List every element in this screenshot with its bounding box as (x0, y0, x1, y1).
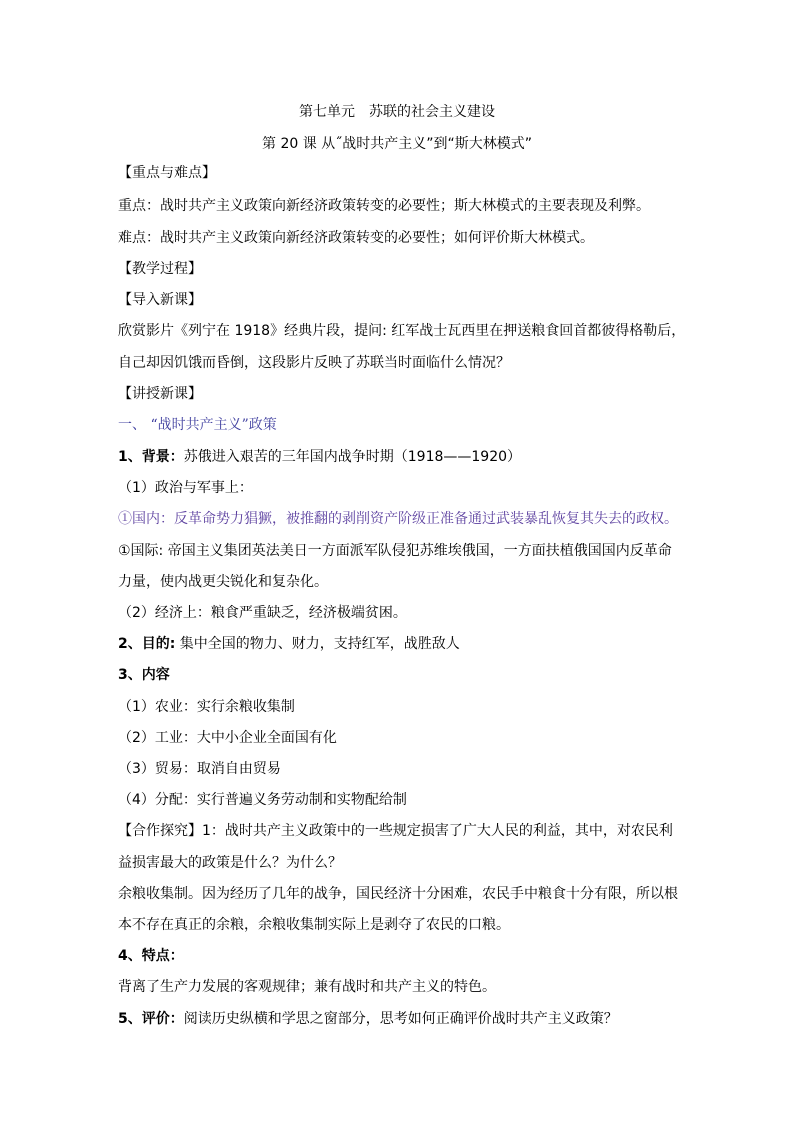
background-label: 1、背景： (118, 449, 184, 465)
key-points: 重点：战时共产主义政策向新经济政策转变的必要性；斯大林模式的主要表现及利弊。 (118, 198, 650, 214)
features-text: 背离了生产力发展的客观规律；兼有战时和共产主义的特色。 (118, 979, 496, 995)
goal-line (118, 635, 678, 653)
evaluation-line (118, 1010, 678, 1028)
background-line (118, 448, 678, 466)
intro-line-2: 自己却因饥饿而昏倒，这段影片反映了苏联当时面临什么情况？ (118, 355, 510, 371)
coop-line-1 (118, 822, 678, 840)
international-line-2: 力量，使内战更尖锐化和复杂化。 (118, 574, 328, 590)
unit-title: 第七单元 苏联的社会主义建设 (299, 104, 495, 120)
goal-label: 2、目的: (118, 636, 176, 652)
answer-line-1: 余粮收集制。因为经历了几年的战争，国民经济十分困难，农民手中粮食十分有限，所以根 (118, 886, 678, 902)
part1-title: 一、 “战时共产主义”政策 (118, 417, 277, 433)
goal-text: 集中全国的物力、财力，支持红军，战胜敌人 (175, 636, 460, 652)
content-label: 3、内容 (118, 667, 170, 683)
features-label: 4、特点： (118, 948, 184, 964)
international-line-1: ①国际: 帝国主义集团英法美日一方面派军队侵犯苏维埃俄国，一方面扶植俄国国内反革命 (118, 543, 672, 559)
trade-item: （3）贸易：取消自由贸易 (118, 761, 281, 777)
lecture-heading: 【讲授新课】 (118, 386, 202, 402)
evaluation-label: 5、评价： (118, 1011, 184, 1027)
lesson-title: 第 20 课 从˝战时共产主义”到“斯大林模式” (262, 136, 532, 152)
domestic-item: ①国内：反革命势力猖獗，被推翻的剥削资产阶级正准备通过武装暴乱恢复其失去的政权。 (118, 511, 678, 527)
background-text: 苏俄进入艰苦的三年国内战争时期（1918——1920） (183, 449, 522, 465)
intro-line-1: 欣赏影片《列宁在 1918》经典片段，提问: 红军战士瓦西里在押送粮食回首都彼得格勒后， (118, 323, 686, 339)
coop-label: 【合作探究】 (118, 823, 202, 839)
industry-item: （2）工业：大中小企业全面国有化 (118, 730, 337, 746)
difficult-points: 难点：战时共产主义政策向新经济政策转变的必要性；如何评价斯大林模式。 (118, 230, 594, 246)
intro-heading: 【导入新课】 (118, 292, 202, 308)
economy-item: （2）经济上：粮食严重缺乏，经济极端贫困。 (118, 605, 407, 621)
evaluation-text: 阅读历史纵横和学思之窗部分，思考如何正确评价战时共产主义政策？ (183, 1011, 618, 1027)
key-points-heading: 【重点与难点】 (118, 165, 216, 181)
process-heading: 【教学过程】 (118, 261, 202, 277)
answer-line-2: 本不存在真正的余粮，余粮收集制实际上是剥夺了农民的口粮。 (118, 917, 510, 933)
coop-line-2: 益损害最大的政策是什么？为什么？ (118, 855, 342, 871)
agriculture-item: （1）农业：实行余粮收集制 (118, 699, 295, 715)
distribution-item: （4）分配：实行普遍义务劳动制和实物配给制 (118, 792, 407, 808)
coop-text-1: 1：战时共产主义政策中的一些规定损害了广大人民的利益，其中，对农民利 (202, 823, 673, 839)
politics-item: （1）政治与军事上： (118, 480, 253, 496)
